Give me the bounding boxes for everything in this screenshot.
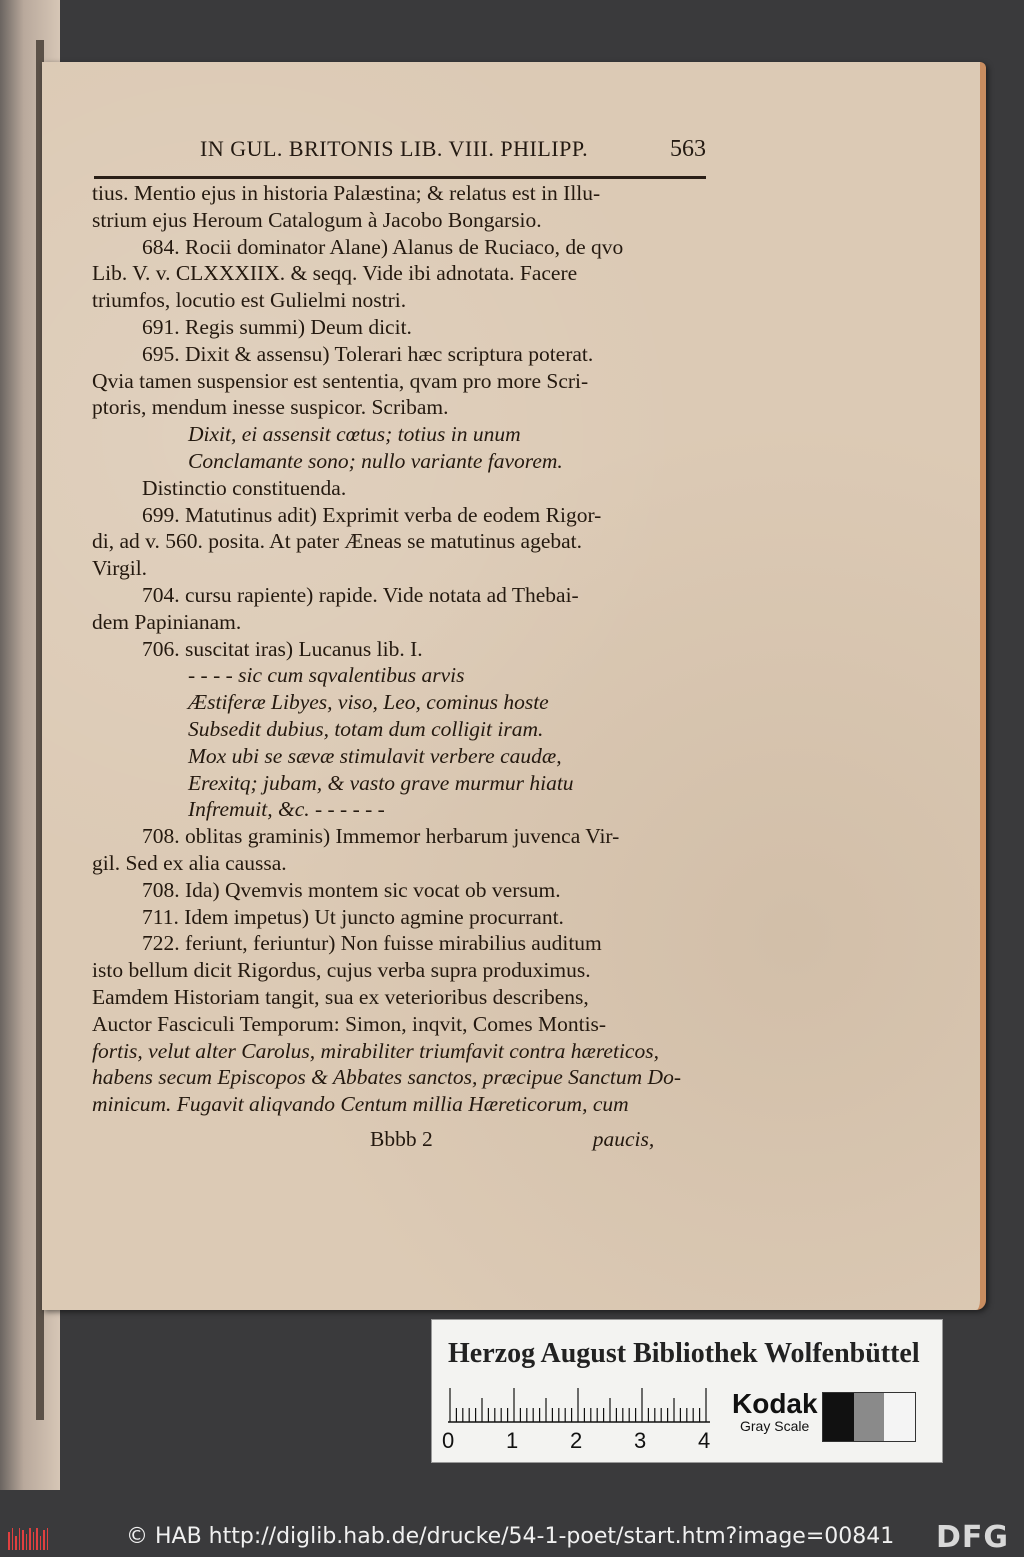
footer-copyright-url[interactable]: © HAB http://diglib.hab.de/drucke/54-1-poet/start.htm?image=00841 [126,1524,895,1549]
text-line: 699. Matutinus adit) Exprimit verba de eodem Rigor- [142,502,602,527]
text-line: Qvia tamen suspensior est sententia, qvam pro more Scri- [92,368,589,393]
barcode-bar [43,1530,45,1550]
header-rule [94,176,706,179]
page-number: 563 [670,136,706,162]
text-line: Æstiferæ Libyes, viso, Leo, cominus hoste [188,690,549,715]
text-line: 704. cursu rapiente) rapide. Vide notata ad Thebai- [142,582,579,607]
text-line: minicum. Fugavit aliqvando Centum millia Hæreticorum, cum [92,1092,629,1117]
text-line: ptoris, mendum inesse suspicor. Scribam. [92,395,449,420]
gray-swatch [884,1393,915,1441]
running-head: IN GUL. BRITONIS LIB. VIII. PHILIPP. [200,136,589,161]
text-line: 691. Regis summi) Deum dicit. [142,314,412,339]
catchword: paucis, [592,1126,655,1151]
text-line: Auctor Fasciculi Temporum: Simon, inqvit, Comes Montis- [92,1011,607,1036]
barcode-bar [33,1532,35,1550]
barcode-icon [8,1528,48,1550]
text-line: gil. Sed ex alia caussa. [92,850,287,875]
text-line: Lib. V. v. CLXXXIIX. & seqq. Vide ibi adnotata. Facere [92,261,578,286]
text-line: strium ejus Heroum Catalogum à Jacobo Bongarsio. [92,207,542,232]
ruler-number: 4 [698,1428,711,1453]
barcode-bar [36,1528,38,1550]
text-line: Erexitq; jubam, & vasto grave murmur hiatu [188,770,574,795]
text-line: 684. Rocii dominator Alane) Alanus de Ruciaco, de qvo [142,234,624,259]
text-line: Dixit, ei assensit cœtus; totius in unum [188,422,521,447]
text-line: - - - - sic cum sqvalentibus arvis [188,663,465,688]
text-line: habens secum Episcopos & Abbates sanctos, præcipue Sanctum Do- [92,1065,681,1090]
gray-swatch [823,1393,854,1441]
library-name: Herzog August Bibliothek Wolfenbüttel [448,1338,920,1369]
text-line: Distinctio constituenda. [142,475,347,500]
gray-scale-swatches [822,1392,916,1442]
ruler-number: 1 [506,1428,519,1453]
text-line: Subsedit dubius, totam dum colligit iram. [188,716,544,741]
text-line: 711. Idem impetus) Ut juncto agmine procurrant. [142,904,564,929]
text-line: fortis, velut alter Carolus, mirabiliter triumfavit contra hæreticos, [92,1038,659,1063]
barcode-bar [26,1534,28,1550]
barcode-bar [29,1528,31,1550]
gray-scale-label: Gray Scale [740,1418,810,1434]
text-line: isto bellum dicit Rigordus, cujus verba supra produximus. [92,958,591,983]
text-line: Conclamante sono; nullo variante favorem. [188,448,563,473]
barcode-bar [47,1528,49,1550]
text-line: 706. suscitat iras) Lucanus lib. I. [142,636,423,661]
signature-mark: Bbbb 2 [370,1126,433,1151]
text-line: Infremuit, &c. - - - - - - [188,797,385,822]
dfg-logo: DFG [936,1520,1010,1555]
text-line: dem Papinianam. [92,609,242,634]
measurement-ruler [448,1384,710,1424]
gray-swatch [854,1393,885,1441]
ruler-number: 3 [634,1428,647,1453]
barcode-bar [12,1528,14,1550]
ruler-numbers [438,1428,728,1456]
page-body-text [92,180,707,1153]
ruler-number: 2 [570,1428,583,1453]
text-line: 722. feriunt, feriuntur) Non fuisse mirabilius auditum [142,931,602,956]
text-line: Virgil. [92,556,148,581]
text-line: 708. Ida) Qvemvis montem sic vocat ob versum. [142,877,561,902]
barcode-bar [8,1532,10,1550]
barcode-bar [22,1530,24,1550]
text-line: triumfos, locutio est Gulielmi nostri. [92,288,407,313]
ruler-number: 0 [442,1428,455,1453]
signature-line [92,1126,707,1153]
kodak-logo: Kodak [732,1388,818,1419]
text-line: 695. Dixit & assensu) Tolerari hæc scriptura poterat. [142,341,594,366]
text-line: tius. Mentio ejus in historia Palæstina; & relatus est in Illu- [92,181,601,205]
text-line: di, ad v. 560. posita. At pater Æneas se matutinus agebat. [92,529,583,554]
text-line: Eamdem Historiam tangit, sua ex veterioribus describens, [92,984,589,1009]
text-line: Mox ubi se sævæ stimulavit verbere caudæ, [188,743,562,768]
barcode-bar [19,1528,21,1550]
barcode-bar [40,1536,42,1550]
barcode-bar [15,1536,17,1550]
text-line: 708. oblitas graminis) Immemor herbarum juvenca Vir- [142,824,620,849]
